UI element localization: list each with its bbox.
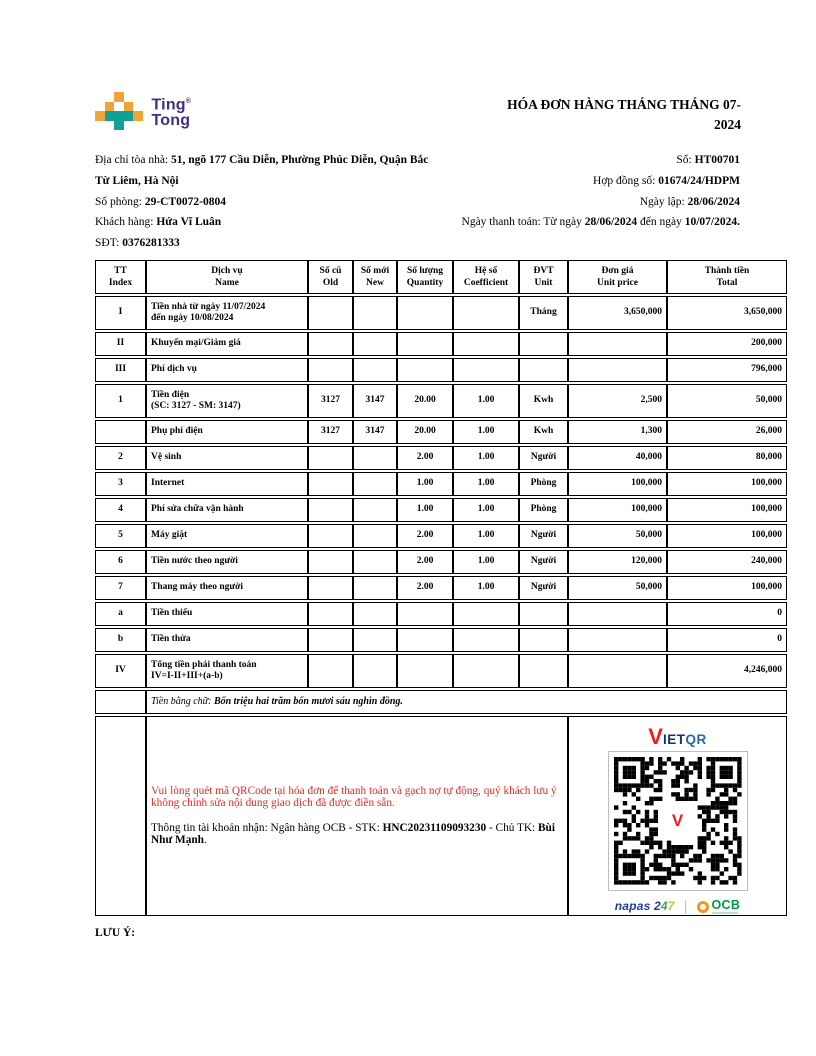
cell-coefficient: 1.00 bbox=[453, 446, 519, 470]
cell-quantity bbox=[397, 332, 453, 356]
cell-old bbox=[308, 524, 353, 548]
cell-old bbox=[308, 550, 353, 574]
cell-coefficient: 1.00 bbox=[453, 498, 519, 522]
cell-quantity: 2.00 bbox=[397, 524, 453, 548]
cell-unit-price bbox=[568, 332, 667, 356]
column-header: Số lượng Quantity bbox=[397, 260, 453, 294]
cell-unit-price bbox=[568, 358, 667, 382]
invoice-table bbox=[95, 258, 787, 918]
cell-name: Máy giặt bbox=[146, 524, 308, 548]
cell-new bbox=[353, 296, 397, 330]
ocb-logo-icon bbox=[697, 901, 709, 913]
cell-index: III bbox=[95, 358, 146, 382]
cell-total: 0 bbox=[667, 628, 787, 652]
logo-divider: | bbox=[683, 898, 688, 916]
cell-old bbox=[308, 332, 353, 356]
cell-total: 0 bbox=[667, 602, 787, 626]
cell-new bbox=[353, 654, 397, 688]
cell-total: 80,000 bbox=[667, 446, 787, 470]
cell-quantity: 20.00 bbox=[397, 384, 453, 418]
table-row bbox=[95, 550, 787, 574]
table-row bbox=[95, 472, 787, 496]
cell-name: Tiền thiếu bbox=[146, 602, 308, 626]
cell-total: 100,000 bbox=[667, 524, 787, 548]
cell-name: Tiền điện (SC: 3127 - SM: 3147) bbox=[146, 384, 308, 418]
cell-old bbox=[308, 628, 353, 652]
column-header: Thành tiền Total bbox=[667, 260, 787, 294]
cell-unit: Kwh bbox=[519, 420, 568, 444]
cell-quantity bbox=[397, 602, 453, 626]
account-info-text: Thông tin tài khoản nhận: Ngân hàng OCB - STK: HNC20231109093230 - Chủ TK: Bùi Như Mạnh. bbox=[151, 822, 555, 846]
cell-unit bbox=[519, 628, 568, 652]
empty-cell bbox=[95, 716, 146, 916]
invoice-meta bbox=[410, 150, 740, 233]
cell-index: 6 bbox=[95, 550, 146, 574]
cell-name: Phí dịch vụ bbox=[146, 358, 308, 382]
cell-name: Internet bbox=[146, 472, 308, 496]
cell-coefficient bbox=[453, 296, 519, 330]
invoice-title: HÓA ĐƠN HÀNG THÁNG THÁNG 07- 2024 bbox=[507, 97, 741, 132]
payment-network-logos bbox=[615, 900, 740, 914]
cell-old bbox=[308, 296, 353, 330]
table-row bbox=[95, 420, 787, 444]
cell-unit: Phòng bbox=[519, 498, 568, 522]
cell-total: 26,000 bbox=[667, 420, 787, 444]
table-row bbox=[95, 358, 787, 382]
cell-unit: Người bbox=[519, 446, 568, 470]
cell-new bbox=[353, 498, 397, 522]
table-row bbox=[95, 628, 787, 652]
cell-total: 200,000 bbox=[667, 332, 787, 356]
cell-new bbox=[353, 524, 397, 548]
cell-total: 100,000 bbox=[667, 576, 787, 600]
cell-new bbox=[353, 602, 397, 626]
cell-coefficient: 1.00 bbox=[453, 420, 519, 444]
cell-index: b bbox=[95, 628, 146, 652]
cell-name: Tổng tiền phải thanh toán IV=I-II+III+(a-b) bbox=[146, 654, 308, 688]
cell-unit-price: 50,000 bbox=[568, 524, 667, 548]
cell-new bbox=[353, 576, 397, 600]
cell-unit-price: 100,000 bbox=[568, 498, 667, 522]
cell-unit-price: 1,300 bbox=[568, 420, 667, 444]
cell-quantity bbox=[397, 296, 453, 330]
cell-quantity: 2.00 bbox=[397, 446, 453, 470]
cell-unit-price: 2,500 bbox=[568, 384, 667, 418]
cell-total: 3,650,000 bbox=[667, 296, 787, 330]
vietqr-v-icon: V bbox=[648, 724, 663, 749]
cell-index: II bbox=[95, 332, 146, 356]
cell-unit: Tháng bbox=[519, 296, 568, 330]
cell-total: 100,000 bbox=[667, 472, 787, 496]
cell-index: 7 bbox=[95, 576, 146, 600]
cell-total: 50,000 bbox=[667, 384, 787, 418]
cell-unit bbox=[519, 332, 568, 356]
cell-name: Phí sửa chữa vận hành bbox=[146, 498, 308, 522]
cell-old bbox=[308, 446, 353, 470]
tingtong-logo bbox=[95, 92, 191, 130]
cell-total: 240,000 bbox=[667, 550, 787, 574]
cell-new bbox=[353, 550, 397, 574]
column-header: Dịch vụ Name bbox=[146, 260, 308, 294]
cell-index: 3 bbox=[95, 472, 146, 496]
column-header: Hệ số Coefficient bbox=[453, 260, 519, 294]
cell-unit bbox=[519, 654, 568, 688]
cell-unit bbox=[519, 358, 568, 382]
cell-new: 3147 bbox=[353, 420, 397, 444]
cell-name: Khuyến mại/Giảm giá bbox=[146, 332, 308, 356]
cell-name: Tiền thừa bbox=[146, 628, 308, 652]
cell-coefficient: 1.00 bbox=[453, 524, 519, 548]
cell-unit-price bbox=[568, 628, 667, 652]
column-header: TT Index bbox=[95, 260, 146, 294]
cell-quantity bbox=[397, 654, 453, 688]
cell-name: Tiền nhà từ ngày 11/07/2024 đến ngày 10/08/2024 bbox=[146, 296, 308, 330]
cell-coefficient: 1.00 bbox=[453, 384, 519, 418]
cell-unit: Phòng bbox=[519, 472, 568, 496]
column-header: ĐVT Unit bbox=[519, 260, 568, 294]
building-address: Địa chỉ tòa nhà: 51, ngõ 177 Cầu Diễn, Phường Phúc Diễn, Quận Bắc Từ Liêm, Hà Nội bbox=[95, 154, 429, 187]
room-number: Số phòng: 29-CT0072-0804 bbox=[95, 195, 226, 208]
cell-coefficient bbox=[453, 602, 519, 626]
cell-quantity bbox=[397, 358, 453, 382]
payment-note-cell bbox=[146, 716, 568, 916]
invoice-number: Số: HT00701 bbox=[676, 154, 740, 166]
cell-new bbox=[353, 472, 397, 496]
cell-coefficient: 1.00 bbox=[453, 550, 519, 574]
cell-coefficient: 1.00 bbox=[453, 576, 519, 600]
cell-index bbox=[95, 420, 146, 444]
cell-index: IV bbox=[95, 654, 146, 688]
cell-old bbox=[308, 472, 353, 496]
cell-quantity: 2.00 bbox=[397, 576, 453, 600]
cell-coefficient bbox=[453, 358, 519, 382]
cell-name: Vệ sinh bbox=[146, 446, 308, 470]
cell-name: Tiền nước theo người bbox=[146, 550, 308, 574]
cell-unit-price: 120,000 bbox=[568, 550, 667, 574]
cell-old bbox=[308, 358, 353, 382]
cell-old bbox=[308, 498, 353, 522]
table-row bbox=[95, 332, 787, 356]
customer-name: Khách hàng: Hứa Vĩ Luân bbox=[95, 216, 222, 229]
table-row bbox=[95, 654, 787, 688]
cell-index: 1 bbox=[95, 384, 146, 418]
amount-in-words-row bbox=[95, 690, 787, 714]
ocb-logo bbox=[697, 900, 741, 914]
contract-number: Hợp đồng số: 01674/24/HDPM bbox=[593, 174, 740, 187]
table-row bbox=[95, 384, 787, 418]
cell-quantity bbox=[397, 628, 453, 652]
table-row bbox=[95, 446, 787, 470]
cell-coefficient bbox=[453, 654, 519, 688]
vietqr-center-v-icon: V bbox=[667, 810, 689, 832]
footer-note: LƯU Ý: bbox=[95, 927, 136, 939]
cell-unit bbox=[519, 602, 568, 626]
cell-index: I bbox=[95, 296, 146, 330]
cell-coefficient bbox=[453, 628, 519, 652]
cell-unit: Kwh bbox=[519, 384, 568, 418]
cell-unit: Người bbox=[519, 524, 568, 548]
table-header-row bbox=[95, 260, 787, 294]
cell-new: 3147 bbox=[353, 384, 397, 418]
cell-quantity: 20.00 bbox=[397, 420, 453, 444]
issue-date: Ngày lập: 28/06/2024 bbox=[639, 195, 740, 208]
cell-new bbox=[353, 358, 397, 382]
cell-name: Phụ phí điện bbox=[146, 420, 308, 444]
cell-unit-price: 100,000 bbox=[568, 472, 667, 496]
cell-unit: Người bbox=[519, 550, 568, 574]
table-row bbox=[95, 602, 787, 626]
cell-total: 796,000 bbox=[667, 358, 787, 382]
cell-old: 3127 bbox=[308, 420, 353, 444]
table-row bbox=[95, 498, 787, 522]
qr-code bbox=[608, 751, 748, 891]
cell-unit-price: 3,650,000 bbox=[568, 296, 667, 330]
qr-cell bbox=[568, 716, 787, 916]
cell-total: 4,246,000 bbox=[667, 654, 787, 688]
cell-index: 5 bbox=[95, 524, 146, 548]
cell-coefficient: 1.00 bbox=[453, 472, 519, 496]
cell-new bbox=[353, 446, 397, 470]
cell-index: 4 bbox=[95, 498, 146, 522]
cell-unit: Người bbox=[519, 576, 568, 600]
column-header: Số mới New bbox=[353, 260, 397, 294]
cell-name: Thang máy theo người bbox=[146, 576, 308, 600]
empty-cell bbox=[95, 690, 146, 714]
table-row bbox=[95, 296, 787, 330]
cell-coefficient bbox=[453, 332, 519, 356]
cell-old bbox=[308, 602, 353, 626]
table-row bbox=[95, 524, 787, 548]
cell-unit-price bbox=[568, 654, 667, 688]
cell-index: 2 bbox=[95, 446, 146, 470]
tingtong-logo-icon bbox=[95, 92, 143, 130]
cell-unit-price bbox=[568, 602, 667, 626]
amount-in-words: Tiền bằng chữ: Bốn triệu hai trăm bốn mươi sáu nghìn đồng. bbox=[146, 690, 787, 714]
cell-index: a bbox=[95, 602, 146, 626]
vietqr-logo: V IET QR bbox=[648, 724, 707, 749]
cell-new bbox=[353, 332, 397, 356]
cell-quantity: 1.00 bbox=[397, 472, 453, 496]
napas-logo: napas 247 bbox=[614, 899, 675, 914]
qr-instruction-text: Vui lòng quét mã QRCode tại hóa đơn để thanh toán và gạch nợ tự động, quý khách lưu ý không chỉnh sửa nội dung giao dịch đã được điền sẵn. bbox=[151, 785, 557, 809]
payment-period: Ngày thanh toán: Từ ngày 28/06/2024 đến ngày 10/07/2024. bbox=[461, 216, 740, 229]
cell-old: 3127 bbox=[308, 384, 353, 418]
cell-total: 100,000 bbox=[667, 498, 787, 522]
cell-old bbox=[308, 576, 353, 600]
column-header: Đơn giá Unit price bbox=[568, 260, 667, 294]
cell-quantity: 2.00 bbox=[397, 550, 453, 574]
payment-row bbox=[95, 716, 787, 916]
customer-phone: SĐT: 0376281333 bbox=[95, 237, 180, 250]
column-header: Số cũ Old bbox=[308, 260, 353, 294]
cell-old bbox=[308, 654, 353, 688]
customer-info bbox=[95, 150, 437, 254]
table-row bbox=[95, 576, 787, 600]
cell-new bbox=[353, 628, 397, 652]
ocb-logo-text: OCB bbox=[711, 898, 741, 912]
tingtong-logo-text: Ting® Tong bbox=[151, 96, 192, 129]
cell-unit-price: 40,000 bbox=[568, 446, 667, 470]
cell-unit-price: 50,000 bbox=[568, 576, 667, 600]
cell-quantity: 1.00 bbox=[397, 498, 453, 522]
